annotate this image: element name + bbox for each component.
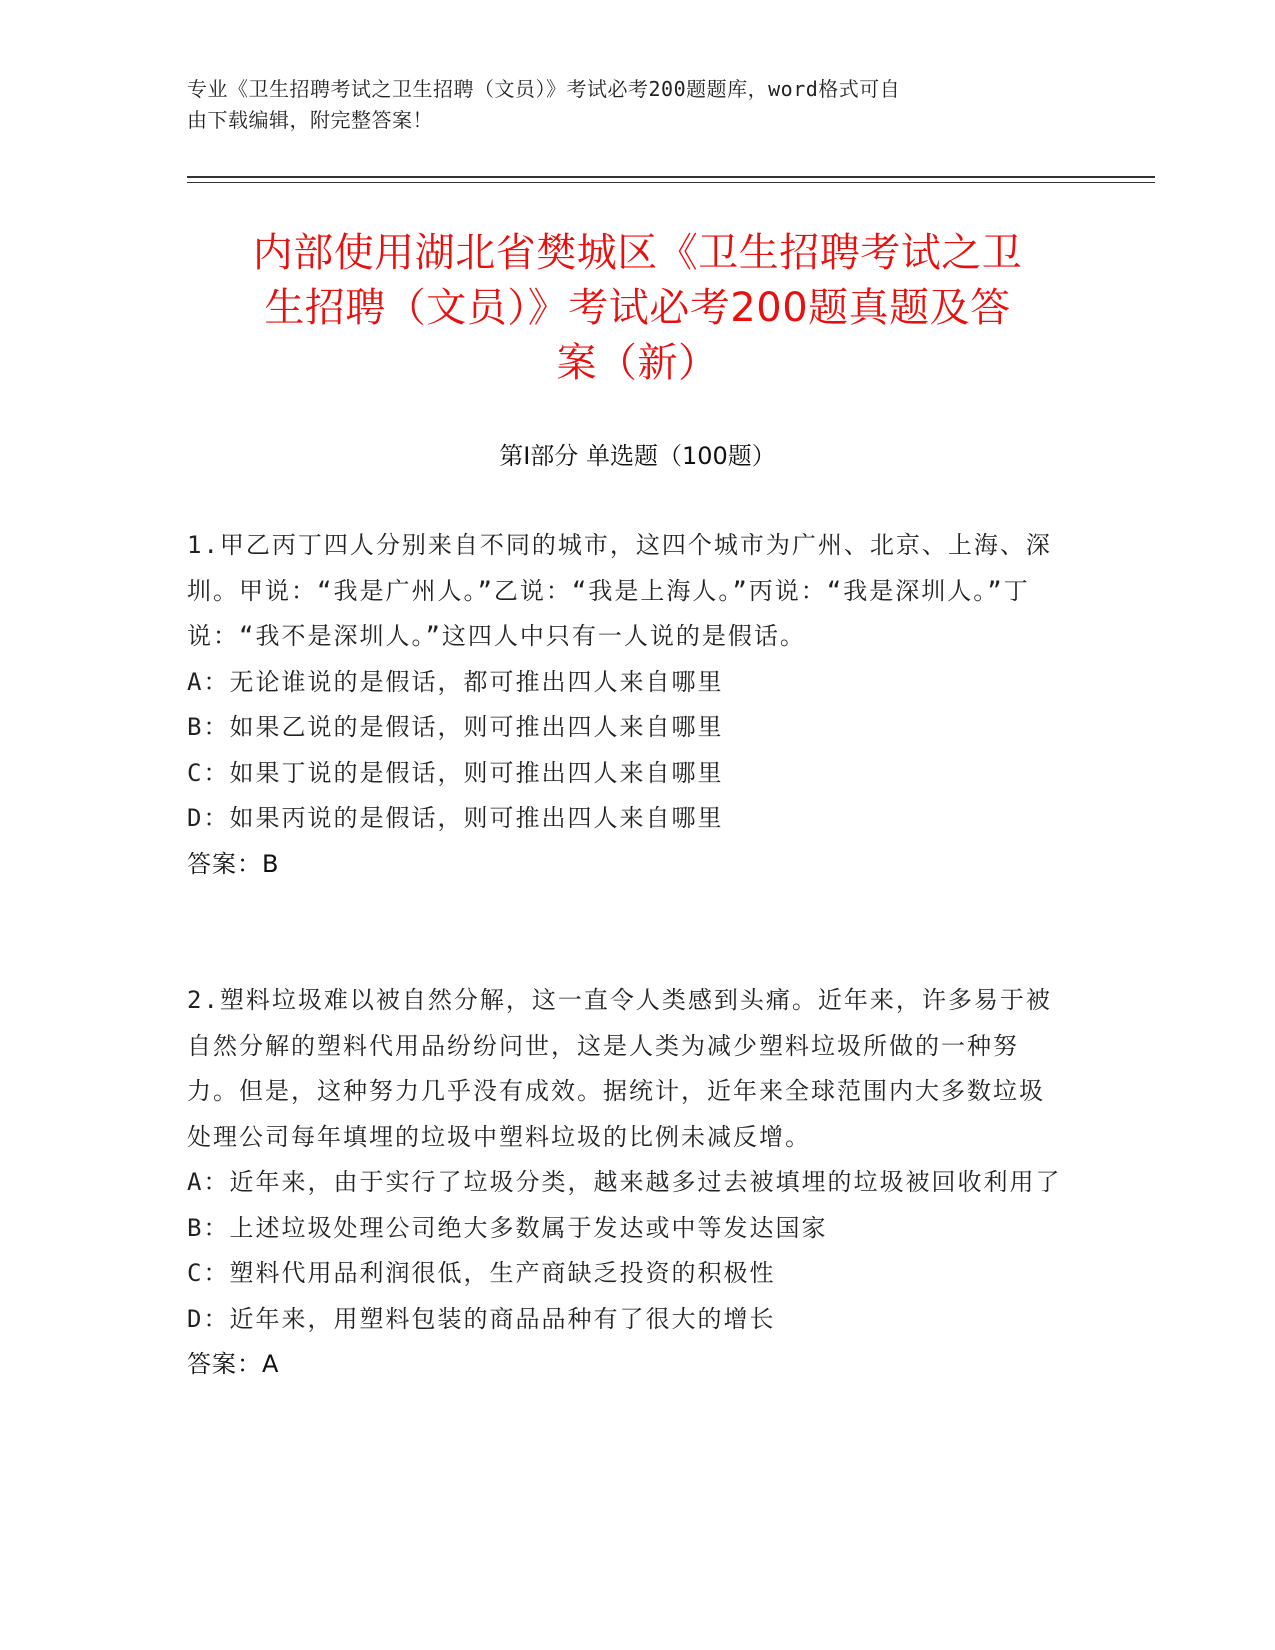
question-option-c: C：如果丁说的是假话，则可推出四人来自哪里 <box>187 758 724 787</box>
document-title <box>160 226 1115 391</box>
question-option-b: B：上述垃圾处理公司绝大多数属于发达或中等发达国家 <box>187 1213 828 1242</box>
document-title-line1: 内部使用湖北省樊城区《卫生招聘考试之卫 <box>252 230 1023 276</box>
question-option-c: C：塑料代用品利润很低，生产商缺乏投资的积极性 <box>187 1259 776 1287</box>
document-title-line3: 案（新） <box>556 340 719 386</box>
question-option-d: D：如果丙说的是假话，则可推出四人来自哪里 <box>187 804 724 832</box>
document-title-line2: 生招聘（文员）》考试必考200题真题及答 <box>264 285 1011 331</box>
header-note-line1: 专业《卫生招聘考试之卫生招聘（文员）》考试必考200题题库，word格式可自 <box>187 77 901 101</box>
question-option-d: D：近年来，用塑料包装的商品品种有了很大的增长 <box>187 1304 776 1333</box>
header-divider-thick <box>187 176 1155 178</box>
header-note <box>187 74 1067 136</box>
header-divider-thin <box>187 182 1155 183</box>
question-option-a: A：无论谁说的是假话，都可推出四人来自哪里 <box>187 667 724 696</box>
question-answer: 答案：A <box>187 1350 280 1378</box>
question-answer: 答案：B <box>187 849 280 878</box>
question-stem: 1.甲乙丙丁四人分别来自不同的城市，这四个城市为广州、北京、上海、深圳。甲说：“我是广州人。”乙说：“我是上海人。”丙说：“我是深圳人。”丁说：“我不是深圳人。”这四人中只有一人说的是假话。 <box>187 531 1052 650</box>
question-stem: 2.塑料垃圾难以被自然分解，这一直令人类感到头痛。近年来，许多易于被自然分解的塑料代用品纷纷问世，这是人类为减少塑料垃圾所做的一种努力。但是，这种努力几乎没有成效。据统计，近年来全球范围内大多数垃圾处理公司每年填埋的垃圾中塑料垃圾的比例未减反增。 <box>187 986 1052 1151</box>
header-note-line2: 由下载编辑，附完整答案！ <box>187 108 433 132</box>
question-item <box>187 978 1067 1388</box>
section-title: 第Ⅰ部分 单选题（100题） <box>499 442 776 470</box>
question-option-b: B：如果乙说的是假话，则可推出四人来自哪里 <box>187 713 724 741</box>
question-option-a: A：近年来，由于实行了垃圾分类，越来越多过去被填埋的垃圾被回收利用了 <box>187 1168 1062 1196</box>
question-item <box>187 523 1067 887</box>
